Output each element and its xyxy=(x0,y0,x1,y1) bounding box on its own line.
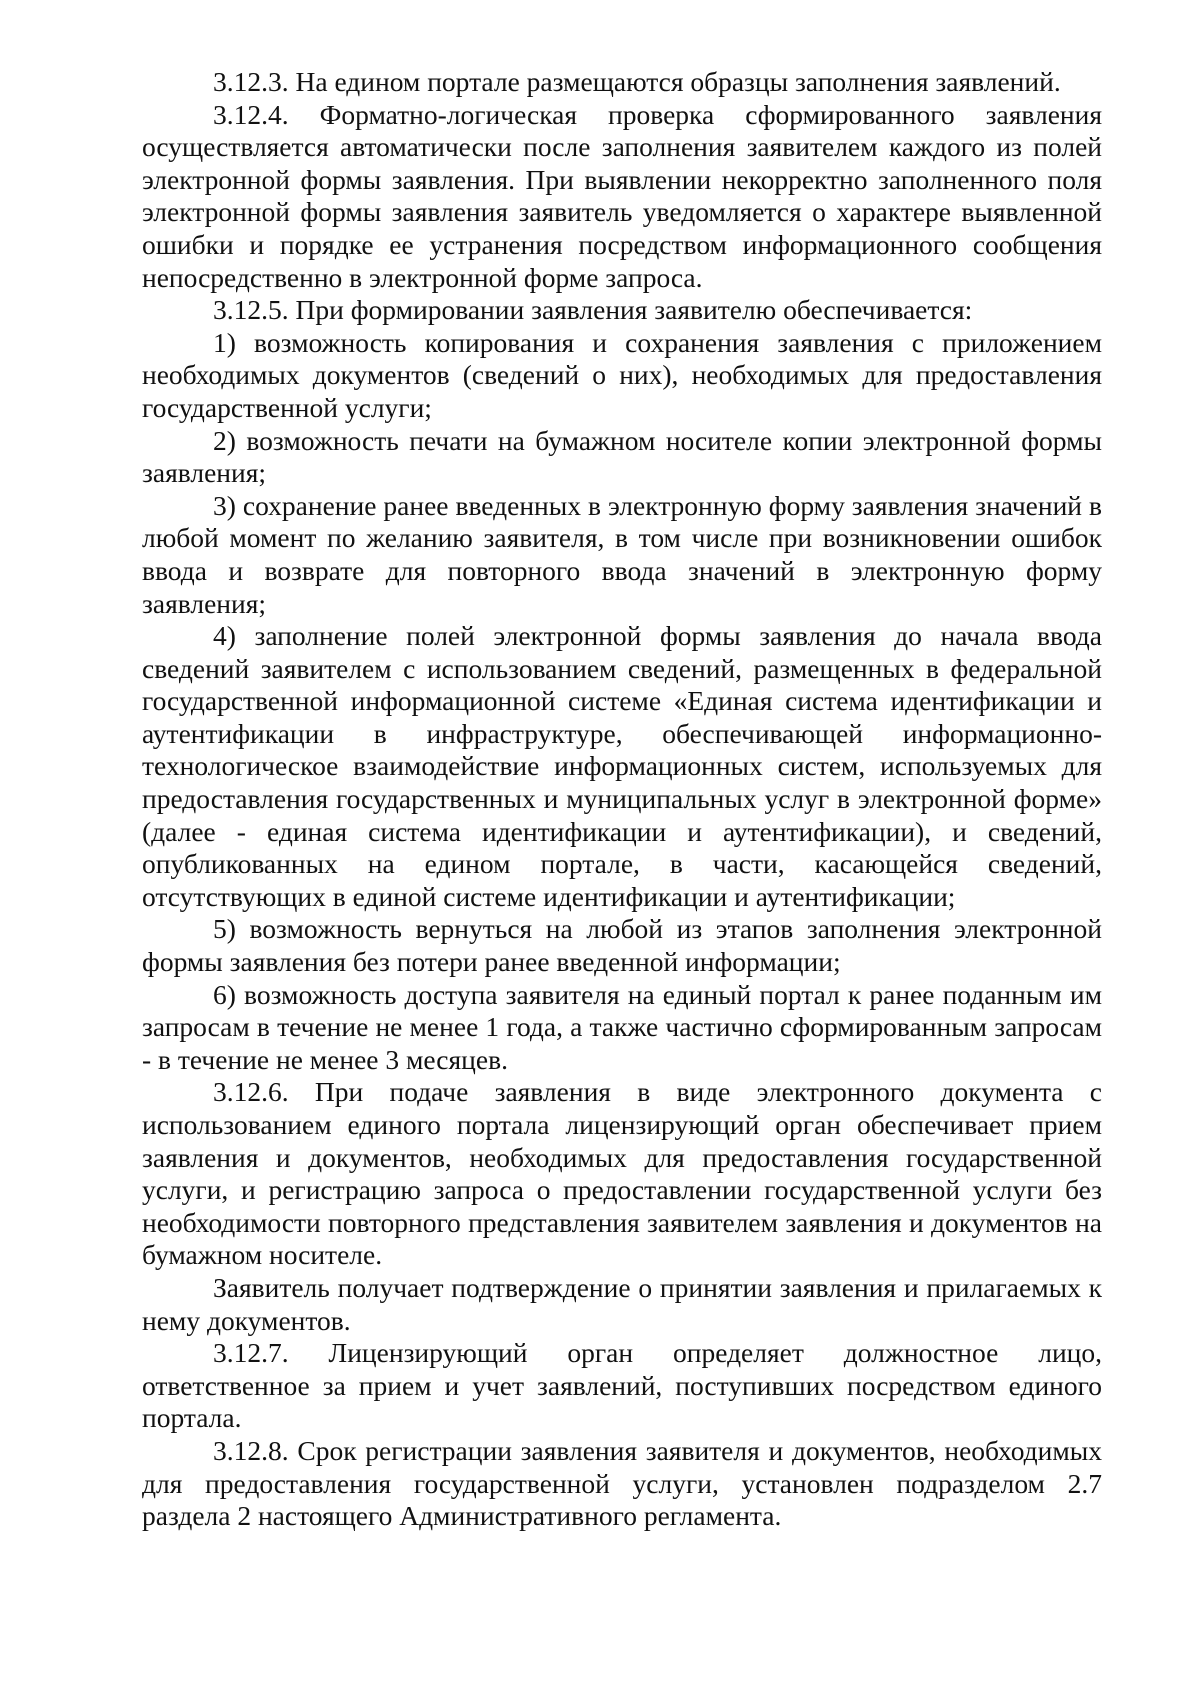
list-item-4: 4) заполнение полей электронной формы заявления до начала ввода сведений заявителем с использованием сведений, размещенных в федеральной государственной информационной системе «Единая система идентификации и аутентификации в инфраструктуре, обеспечивающей информационно-технологическое взаимодействие информационных систем, используемых для предоставления государственных и муниципальных услуг в электронной форме» (далее - единая система идентификации и аутентификации), и сведений, опубликованных на едином портале, в части, касающейся сведений, отсутствующих в единой системе идентификации и аутентификации; xyxy=(142,620,1102,912)
paragraph-3-12-4: 3.12.4. Форматно-логическая проверка сформированного заявления осуществляется автоматически после заполнения заявителем каждого из полей электронной формы заявления. При выявлении некорректно заполненного поля электронной формы заявления заявитель уведомляется о характере выявленной ошибки и порядке ее устранения посредством информационного сообщения непосредственно в электронной форме запроса. xyxy=(142,98,1102,293)
document-page xyxy=(142,66,1102,1533)
paragraph-3-12-7: 3.12.7. Лицензирующий орган определяет должностное лицо, ответственное за прием и учет заявлений, поступивших посредством единого портала. xyxy=(142,1337,1102,1434)
list-item-1: 1) возможность копирования и сохранения заявления с приложением необходимых документов (сведений о них), необходимых для предоставления государственной услуги; xyxy=(142,326,1102,423)
paragraph-confirmation: Заявитель получает подтверждение о принятии заявления и прилагаемых к нему документов. xyxy=(142,1271,1102,1336)
list-item-2: 2) возможность печати на бумажном носителе копии электронной формы заявления; xyxy=(142,424,1102,489)
paragraph-3-12-8: 3.12.8. Срок регистрации заявления заявителя и документов, необходимых для предоставления государственной услуги, установлен подразделом 2.7 раздела 2 настоящего Административного регламента. xyxy=(142,1434,1102,1532)
list-item-5: 5) возможность вернуться на любой из этапов заполнения электронной формы заявления без потери ранее введенной информации; xyxy=(142,913,1102,978)
paragraph-3-12-5: 3.12.5. При формировании заявления заявителю обеспечивается: xyxy=(213,294,973,326)
list-item-6: 6) возможность доступа заявителя на единый портал к ранее поданным им запросам в течение не менее 1 года, а также частично сформированным запросам - в течение не менее 3 месяцев. xyxy=(142,978,1102,1075)
list-item-3: 3) сохранение ранее введенных в электронную форму заявления значений в любой момент по желанию заявителя, в том числе при возникновении ошибок ввода и возврате для повторного ввода значений в электронную форму заявления; xyxy=(142,489,1102,619)
paragraph-3-12-3: 3.12.3. На едином портале размещаются образцы заполнения заявлений. xyxy=(213,66,1061,97)
paragraph-3-12-6: 3.12.6. При подаче заявления в виде электронного документа с использованием единого портала лицензирующий орган обеспечивает прием заявления и документов, необходимых для предоставления государственной услуги, и регистрацию запроса о предоставлении государственной услуги без необходимости повторного представления заявителем заявления и документов на бумажном носителе. xyxy=(142,1076,1102,1271)
